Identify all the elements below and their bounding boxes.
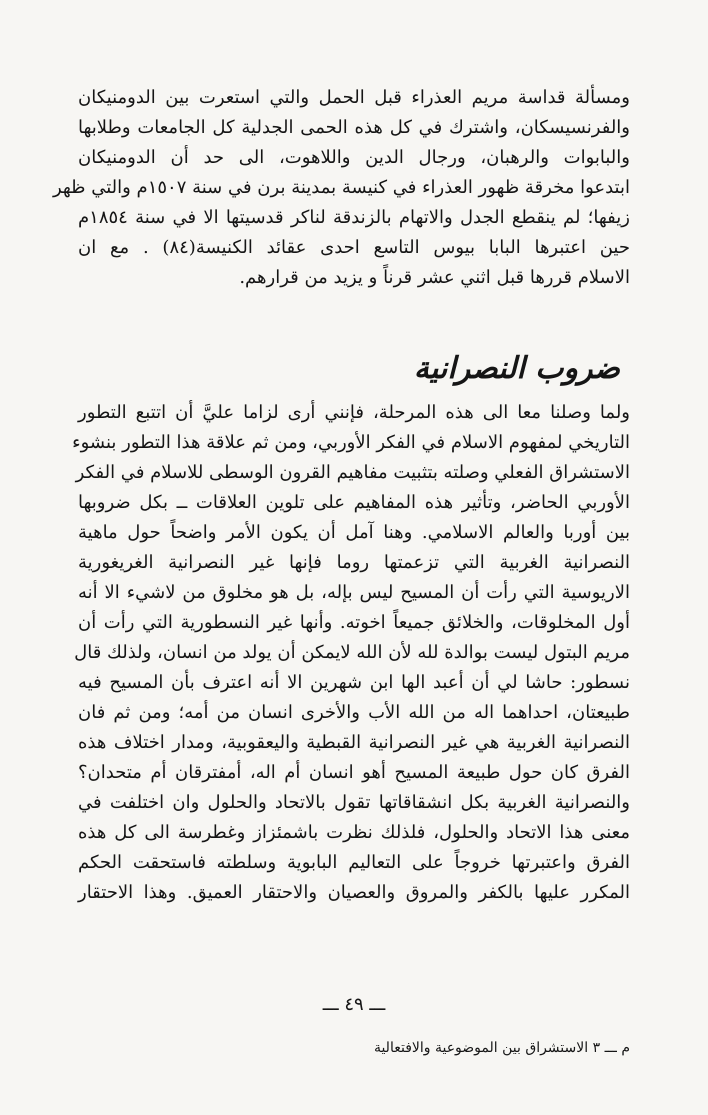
paragraph-1-line: ابتدعوا مخرقة ظهور العذراء في كنيسة بمدينة برن في سنة ١٥٠٧م والتي ظهر <box>52 177 630 198</box>
section-heading: ضروب النصرانية <box>413 351 620 386</box>
paragraph-2-line: بين أوربا والعالم الاسلامي. وهنا آمل أن يكون الأمر واضحاً حول ماهية <box>78 522 630 543</box>
paragraph-1-line: ومسألة قداسة مريم العذراء قبل الحمل والتي استعرت بين الدومنيكان <box>78 87 630 108</box>
paragraph-2-line: نسطور: حاشا لي أن أعبد الها ابن شهرين الا أنه اعترف بأن المسيح فيه <box>78 672 630 693</box>
running-footer: م ـــ ٣ الاستشراق بين الموضوعية والافتعالية <box>373 1040 630 1056</box>
paragraph-2-line: ولما وصلنا معا الى هذه المرحلة، فإنني أرى لزاما عليَّ أن اتتبع التطور <box>78 402 630 423</box>
paragraph-2-line: طبيعتان، احداهما اله من الله الأب والأخرى انسان من أمه؛ ومن ثم فان <box>78 702 630 723</box>
paragraph-2-line: التاريخي لمفهوم الاسلام في الفكر الأوربي، ومن ثم علاقة هذا التطور بنشوء <box>72 432 630 453</box>
paragraph-2-line: أول المخلوقات، والخلائق جميعاً اخوته. وأنها غير النسطورية التي رأت أن <box>78 612 630 633</box>
paragraph-2-line: معنى هذا الاتحاد والحلول، فلذلك نظرت باشمئزاز وغطرسة الى كل هذه <box>78 822 630 843</box>
paragraph-2-line: الاريوسية التي رأت أن المسيح ليس بإله، بل هو مخلوق من لاشيء الا أنه <box>78 582 630 603</box>
page-number: ـــ ٤٩ ـــ <box>322 994 386 1015</box>
paragraph-2 <box>72 398 630 908</box>
paragraph-2-line: النصرانية الغربية التي تزعمتها روما فإنها غير النصرانية الغريغورية <box>78 552 630 573</box>
paragraph-2-line: والنصرانية الغربية بكل انشقاقاتها تقول بالاتحاد والحلول وان اختلفت في <box>78 792 630 813</box>
paragraph-2-line: الفرق واعتبرتها خروجاً على التعاليم البابوية وسلطته فاستحقت الحكم <box>78 852 630 873</box>
paragraph-2-line: مريم البتول ليست بوالدة لله لأن الله لايمكن أن يولد من انسان، ولذلك قال <box>74 642 630 663</box>
paragraph-2-line: المكرر عليها بالكفر والمروق والعصيان والاحتقار العميق. وهذا الاحتقار <box>78 882 630 903</box>
paragraph-1-line: والبابوات والرهبان، ورجال الدين واللاهوت، الى حد أن الدومنيكان <box>78 147 630 168</box>
paragraph-1-line: الاسلام قررها قبل اثني عشر قرناً و يزيد من قرارهم. <box>239 267 630 288</box>
paragraph-2-line: الأوربي الحاضر، وتأثير هذه المفاهيم على تلوين العلاقات ــ بكل ضروبها <box>78 492 630 513</box>
paragraph-1-line: حين اعتبرها البابا بيوس التاسع احدى عقائد الكنيسة(٨٤) . مع ان <box>78 237 630 258</box>
paragraph-2-line: الفرق كان حول طبيعة المسيح أهو انسان أم اله، أمفترقان أم متحدان؟ <box>78 762 630 783</box>
paragraph-1-line: والفرنسيسكان، واشترك في كل هذه الحمى الجدلية كل الجامعات وطلابها <box>78 117 630 138</box>
paragraph-1-line: زيفها؛ لم ينقطع الجدل والاتهام بالزندقة لناكر قدسيتها الا في سنة ١٨٥٤م <box>78 207 630 228</box>
paragraph-1 <box>52 83 630 293</box>
paragraph-2-line: الاستشراق الفعلي وصلته بتثبيت مفاهيم القرون الوسطى للاسلام في الفكر <box>75 462 630 483</box>
paragraph-2-line: النصرانية الغربية هي غير النصرانية القبطية واليعقوبية، ومدار اختلاف هذه <box>78 732 630 753</box>
